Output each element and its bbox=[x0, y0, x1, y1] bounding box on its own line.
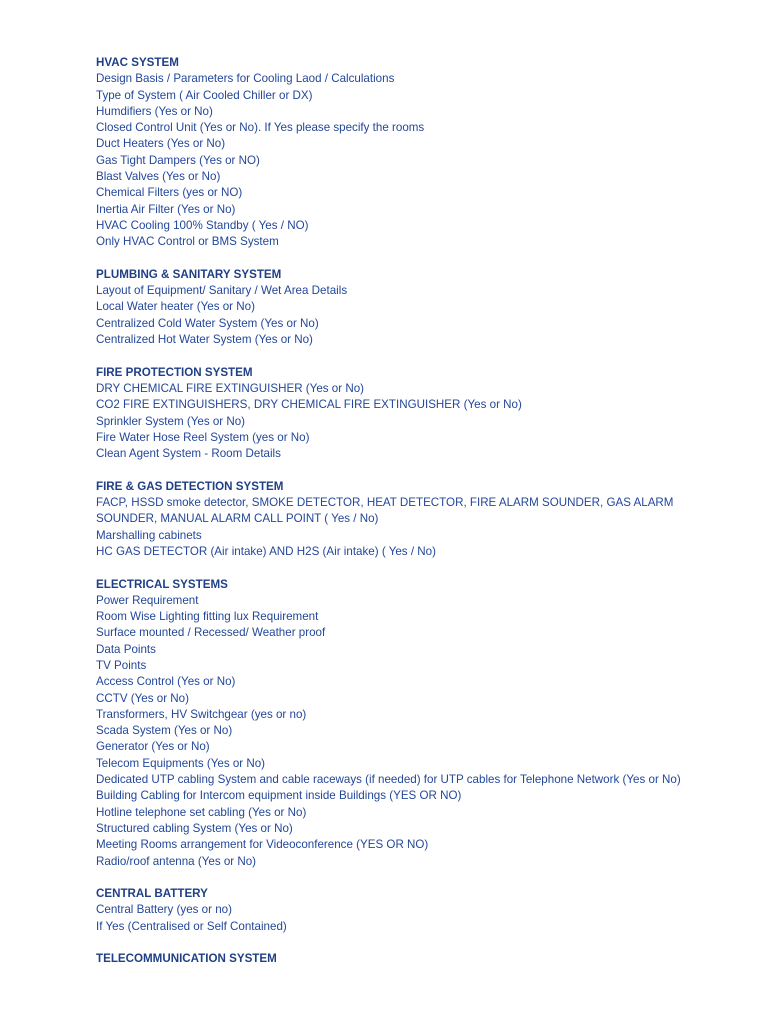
list-item: Room Wise Lighting fitting lux Requirement bbox=[96, 610, 319, 624]
list-item: FACP, HSSD smoke detector, SMOKE DETECTOR, HEAT DETECTOR, FIRE ALARM SOUNDER, GAS ALARM SOUNDER, MANUAL ALARM CALL POINT ( Yes / No) bbox=[96, 496, 674, 526]
list-item: Central Battery (yes or no) bbox=[96, 903, 232, 917]
section-title: ELECTRICAL SYSTEMS bbox=[96, 577, 228, 591]
list-item: Access Control (Yes or No) bbox=[96, 675, 236, 689]
list-item: CO2 FIRE EXTINGUISHERS, DRY CHEMICAL FIRE EXTINGUISHER (Yes or No) bbox=[96, 398, 522, 412]
list-item: Centralized Hot Water System (Yes or No) bbox=[96, 333, 313, 347]
section-electrical-systems bbox=[96, 577, 736, 870]
list-item: Telecom Equipments (Yes or No) bbox=[96, 756, 266, 770]
list-item: Humdifiers (Yes or No) bbox=[96, 104, 213, 118]
list-item: CCTV (Yes or No) bbox=[96, 691, 189, 705]
list-item: Chemical Filters (yes or NO) bbox=[96, 186, 243, 200]
list-item: Blast Valves (Yes or No) bbox=[96, 170, 221, 184]
list-item: Generator (Yes or No) bbox=[96, 740, 210, 754]
section-title: FIRE & GAS DETECTION SYSTEM bbox=[96, 479, 284, 493]
list-item: Marshalling cabinets bbox=[96, 528, 202, 542]
list-item: HC GAS DETECTOR (Air intake) AND H2S (Air intake) ( Yes / No) bbox=[96, 544, 436, 558]
list-item: Transformers, HV Switchgear (yes or no) bbox=[96, 707, 307, 721]
list-item: Clean Agent System - Room Details bbox=[96, 447, 281, 461]
list-item: Fire Water Hose Reel System (yes or No) bbox=[96, 430, 310, 444]
section-hvac-system bbox=[96, 55, 736, 251]
list-item: If Yes (Centralised or Self Contained) bbox=[96, 919, 287, 933]
list-item: Closed Control Unit (Yes or No). If Yes please specify the rooms bbox=[96, 121, 425, 135]
list-item: Sprinkler System (Yes or No) bbox=[96, 414, 246, 428]
list-item: Structured cabling System (Yes or No) bbox=[96, 821, 293, 835]
list-item: Hotline telephone set cabling (Yes or No) bbox=[96, 805, 307, 819]
list-item: Only HVAC Control or BMS System bbox=[96, 235, 279, 249]
section-central-battery bbox=[96, 886, 736, 935]
list-item: Meeting Rooms arrangement for Videoconference (YES OR NO) bbox=[96, 838, 429, 852]
list-item: Data Points bbox=[96, 642, 156, 656]
list-item: Surface mounted / Recessed/ Weather proof bbox=[96, 626, 326, 640]
list-item: HVAC Cooling 100% Standby ( Yes / NO) bbox=[96, 218, 309, 232]
list-item: Radio/roof antenna (Yes or No) bbox=[96, 854, 257, 868]
section-title: PLUMBING & SANITARY SYSTEM bbox=[96, 267, 282, 281]
section-title: FIRE PROTECTION SYSTEM bbox=[96, 365, 253, 379]
list-item: Layout of Equipment/ Sanitary / Wet Area Details bbox=[96, 284, 348, 298]
list-item: Gas Tight Dampers (Yes or NO) bbox=[96, 153, 260, 167]
list-item: Inertia Air Filter (Yes or No) bbox=[96, 202, 236, 216]
document-page bbox=[96, 55, 736, 984]
list-item: Duct Heaters (Yes or No) bbox=[96, 137, 226, 151]
list-item: Design Basis / Parameters for Cooling Laod / Calculations bbox=[96, 72, 395, 86]
list-item: Local Water heater (Yes or No) bbox=[96, 300, 255, 314]
section-title: TELECOMMUNICATION SYSTEM bbox=[96, 952, 277, 966]
list-item: Type of System ( Air Cooled Chiller or DX) bbox=[96, 88, 313, 102]
list-item: Scada System (Yes or No) bbox=[96, 724, 233, 738]
section-fire-gas-detection-system bbox=[96, 479, 736, 560]
section-fire-protection-system bbox=[96, 365, 736, 463]
list-item: DRY CHEMICAL FIRE EXTINGUISHER (Yes or No) bbox=[96, 381, 365, 395]
section-title: HVAC SYSTEM bbox=[96, 56, 179, 69]
section-telecommunication-system bbox=[96, 951, 736, 967]
section-title: CENTRAL BATTERY bbox=[96, 887, 208, 901]
list-item: Building Cabling for Intercom equipment inside Buildings (YES OR NO) bbox=[96, 789, 462, 803]
list-item: Power Requirement bbox=[96, 593, 199, 607]
list-item: Dedicated UTP cabling System and cable raceways (if needed) for UTP cables for Telephone Network (Yes or No) bbox=[96, 773, 681, 787]
list-item: TV Points bbox=[96, 658, 147, 672]
list-item: Centralized Cold Water System (Yes or No) bbox=[96, 316, 319, 330]
section-plumbing-sanitary-system bbox=[96, 267, 736, 348]
